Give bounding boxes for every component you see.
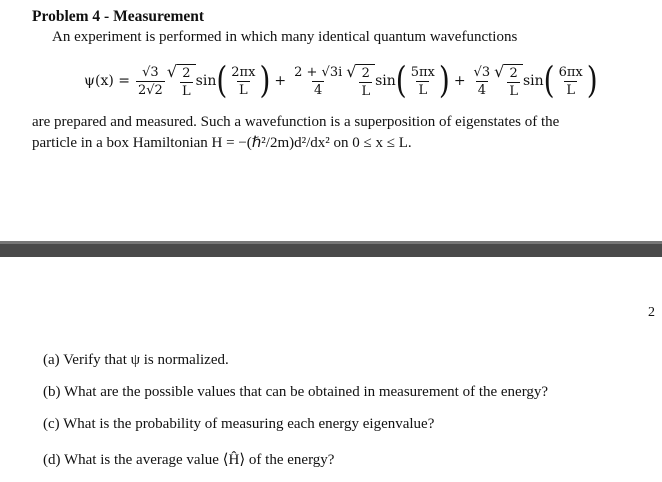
- sin-3: sin: [522, 73, 544, 89]
- sin-1: sin: [195, 73, 217, 89]
- sqrt-2-over-L-3: √ $\frac{2}{L}$: [494, 64, 523, 99]
- body-line-2: particle in a box Hamiltonian H = −(ℏ²/2m)d²/dx² on 0 ≤ x ≤ L.: [32, 135, 412, 151]
- coefficient-2: $\frac{2 + √3i}{4}$: [294, 64, 343, 98]
- equation-lhs: ψ(x) =: [84, 73, 130, 89]
- question-a: (a) Verify that ψ is normalized.: [43, 352, 229, 368]
- sin-2: sin: [375, 73, 396, 89]
- body-line-1: are prepared and measured. Such a wavefunction is a superposition of eigenstates of the: [32, 114, 560, 130]
- question-c: (c) What is the probability of measuring each energy eigenvalue?: [43, 416, 435, 432]
- problem-title: Problem 4 - Measurement: [32, 8, 205, 25]
- intro-text: An experiment is performed in which many identical quantum wavefunctions: [52, 29, 518, 45]
- argument-2: $\frac{5\pi x}{L}$: [410, 64, 435, 98]
- sqrt-2-over-L-2: √ $\frac{2}{L}$: [346, 64, 375, 99]
- argument-1: $\frac{2\pi x}{L}$: [231, 64, 256, 98]
- page-number: 2: [648, 305, 655, 320]
- coefficient-3: $\frac{√3}{4}$: [473, 64, 491, 98]
- plus-1: +: [274, 73, 287, 89]
- page-bottom: [0, 257, 662, 482]
- plus-2: +: [453, 73, 466, 89]
- coefficient-1: $\frac{√3}{2√2}$: [137, 64, 163, 98]
- sqrt-2-over-L-1: √ $\frac{2}{L}$: [167, 64, 196, 99]
- page-separator: [0, 241, 662, 257]
- argument-3: $\frac{6\pi x}{L}$: [558, 64, 583, 98]
- wavefunction-equation: ψ(x) = $\frac{√3}{2√2}$ √ $\frac{2}{L}$ sin ( $\frac{2\pi x}{L}$ ) + $\frac{2 + √3i}{4}$ √ $\frac{2}{L}$ sin ( $\frac{5\pi x}{L}$ ) + $\frac{√3}{4}$ √ $\frac{2}{L}$ sin ( $\frac{6\pi x}{L}$ ): [84, 58, 598, 102]
- question-b: (b) What are the possible values that can be obtained in measurement of the energy?: [43, 384, 549, 400]
- question-d: (d) What is the average value ⟨Ĥ⟩ of the energy?: [43, 452, 335, 468]
